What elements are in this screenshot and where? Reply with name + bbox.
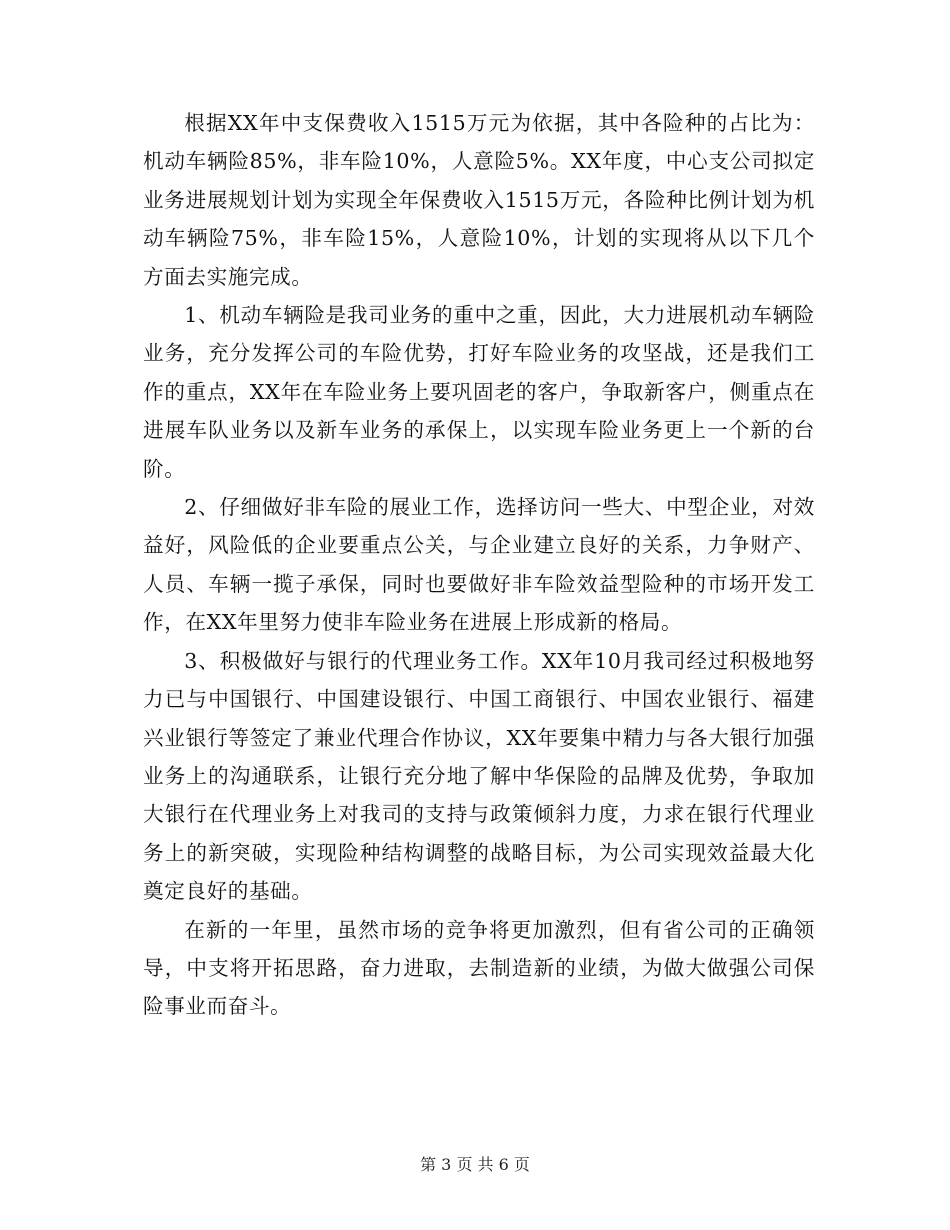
document-body [143, 104, 815, 1026]
paragraph-motor-vehicle-insurance: 1、机动车辆险是我司业务的重中之重，因此，大力进展机动车辆险业务，充分发挥公司的车险优势，打好车险业务的攻坚战，还是我们工作的重点，XX年在车险业务上要巩固老的客户，争取新客户，侧重点在进展车队业务以及新车业务的承保上，以实现车险业务更上一个新的台阶。 [143, 303, 815, 481]
paragraph-conclusion: 在新的一年里，虽然市场的竞争将更加激烈，但有省公司的正确领导，中支将开拓思路，奋力进取，去制造新的业绩，为做大做强公司保险事业而奋斗。 [143, 917, 815, 1019]
paragraph-premium-plan: 根据XX年中支保费收入1515万元为依据，其中各险种的占比为：机动车辆险85%，非车险10%，人意险5%。XX年度，中心支公司拟定业务进展规划计划为实现全年保费收入1515万元，各险种比例计划为机动车辆险75%，非车险15%，人意险10%，计划的实现将从以下几个方面去实施完成。 [143, 111, 815, 289]
paragraph-bank-agency: 3、积极做好与银行的代理业务工作。XX年10月我司经过积极地努力已与中国银行、中国建设银行、中国工商银行、中国农业银行、福建兴业银行等签定了兼业代理合作协议，XX年要集中精力与各大银行加强业务上的沟通联系，让银行充分地了解中华保险的品牌及优势，争取加大银行在代理业务上对我司的支持与政策倾斜力度，力求在银行代理业务上的新突破，实现险种结构调整的战略目标，为公司实现效益最大化奠定良好的基础。 [143, 648, 815, 904]
paragraph-non-vehicle-insurance: 2、仔细做好非车险的展业工作，选择访问一些大、中型企业，对效益好，风险低的企业要重点公关，与企业建立良好的关系，力争财产、人员、车辆一揽子承保，同时也要做好非车险效益型险种的市场开发工作，在XX年里努力使非车险业务在进展上形成新的格局。 [143, 495, 815, 635]
page-number-footer: 第 3 页 共 6 页 [420, 1155, 530, 1174]
